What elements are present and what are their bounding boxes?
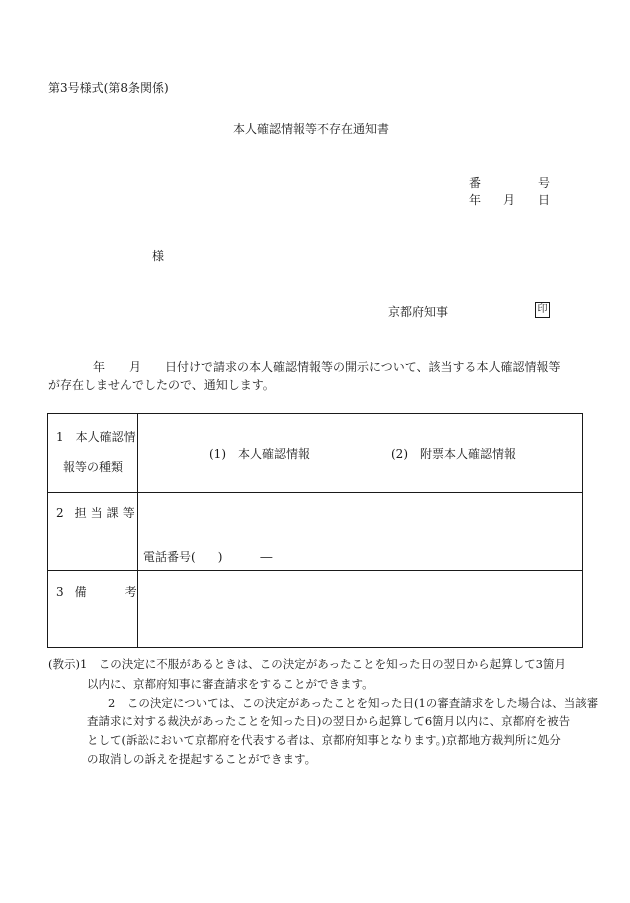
info-type-option-2: (2) 附票本人確認情報 — [391, 447, 516, 461]
phone-number-field — [143, 551, 272, 563]
form-number: 第3号様式(第8条関係) — [48, 81, 169, 95]
instruction-note-2-line-3: として(訴訟において京都府を代表する者は、京都府知事となります。)京都地方裁判所に処分 — [87, 733, 561, 747]
number-label-go: 号 — [538, 176, 551, 190]
row3-label: 3 備 考 — [56, 585, 137, 599]
body-line1-text: 日付けで請求の本人確認情報等の開示について、該当する本人確認情報等 — [165, 360, 561, 374]
instruction-note-1-line-1: (教示)1 この決定に不服があるときは、この決定があったことを知った日の翌日から起算して3箇月 — [48, 657, 566, 671]
table-divider-2 — [48, 570, 582, 571]
row1-label-line1: 1 本人確認情 — [56, 430, 136, 444]
body-year: 年 — [93, 360, 106, 374]
table-divider-1 — [48, 492, 582, 493]
seal-box: 印 — [535, 302, 550, 318]
instruction-note-2-line-2: 査請求に対する裁決があったことを知った日)の翌日から起算して6箇月以内に、京都府を被告 — [87, 714, 571, 728]
table-column-divider — [137, 414, 138, 647]
body-text-line-1 — [58, 361, 561, 373]
issuer-name: 京都府知事 — [388, 305, 449, 319]
body-text-line-2: が存在しませんでしたので、通知します。 — [48, 378, 275, 392]
phone-close-paren: ) — [217, 550, 223, 564]
info-type-option-1: (1) 本人確認情報 — [209, 447, 310, 461]
number-label-ban: 番 — [469, 176, 482, 190]
addressee-suffix: 様 — [152, 249, 165, 263]
body-month: 月 — [129, 360, 142, 374]
instruction-note-2-line-1: 2 この決定については、この決定があったことを知った日(1の審査請求をした場合は、当該審 — [108, 696, 599, 710]
date-label-month: 月 — [503, 193, 516, 207]
document-title: 本人確認情報等不存在通知書 — [233, 122, 390, 136]
date-label-day: 日 — [538, 193, 551, 207]
row1-label-line2: 報等の種類 — [63, 460, 124, 474]
date-label-year: 年 — [469, 193, 482, 207]
instruction-note-1-line-2: 以内に、京都府知事に審査請求をすることができます。 — [87, 677, 374, 691]
instruction-note-2-line-4: の取消しの訴えを提起することができます。 — [87, 752, 317, 766]
phone-label: 電話番号( — [143, 550, 196, 564]
phone-dash: ― — [260, 550, 273, 564]
row2-label: 2 担 当 課 等 — [56, 506, 135, 520]
